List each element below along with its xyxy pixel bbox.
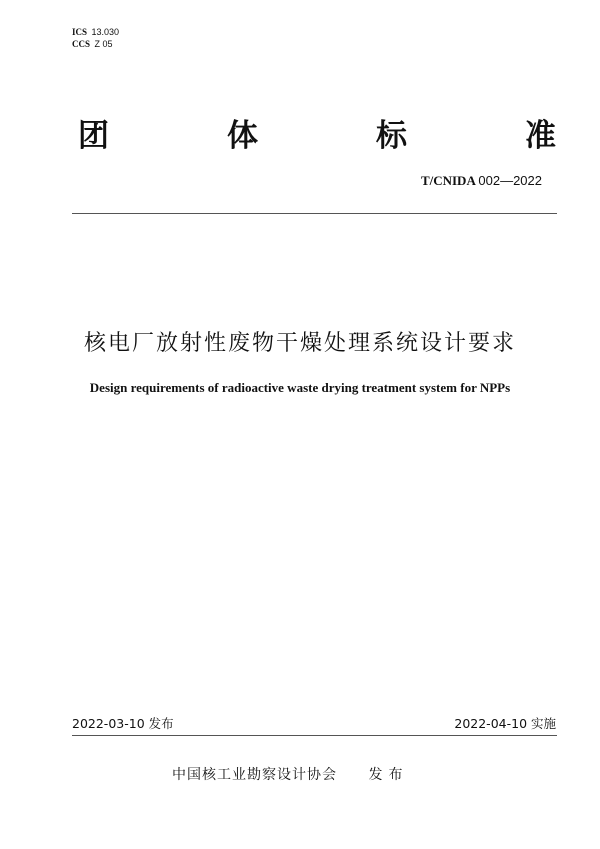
standard-number [421, 173, 542, 189]
ccs-value: Z 05 [94, 39, 113, 49]
issuer-name: 中国核工业勘察设计协会 [172, 767, 337, 783]
ics-line [72, 26, 119, 38]
heading-char: 体 [227, 118, 258, 154]
publish-date: 2022-03-10 发布 [72, 716, 174, 731]
implement-date: 2022-04-10 实施 [454, 716, 556, 731]
top-divider [72, 213, 557, 214]
ccs-label: CCS [72, 39, 91, 49]
ccs-line [72, 38, 119, 50]
heading-char: 团 [78, 118, 109, 154]
heading-char: 标 [376, 118, 407, 154]
ics-value: 13.030 [91, 27, 120, 37]
standard-prefix: T/CNIDA [420, 173, 476, 188]
ics-label: ICS [72, 27, 88, 37]
title-english: Design requirements of radioactive waste drying treatment system for NPPs [89, 380, 511, 395]
title-chinese: 核电厂放射性废物干燥处理系统设计要求 [83, 331, 516, 356]
issue-action: 发布 [368, 767, 409, 783]
standard-type-heading [78, 110, 556, 155]
classification-codes [72, 26, 119, 50]
standard-number-value: 002—2022 [478, 173, 542, 188]
bottom-divider [72, 735, 557, 736]
issuer-line [172, 764, 408, 784]
heading-char: 准 [525, 118, 556, 154]
